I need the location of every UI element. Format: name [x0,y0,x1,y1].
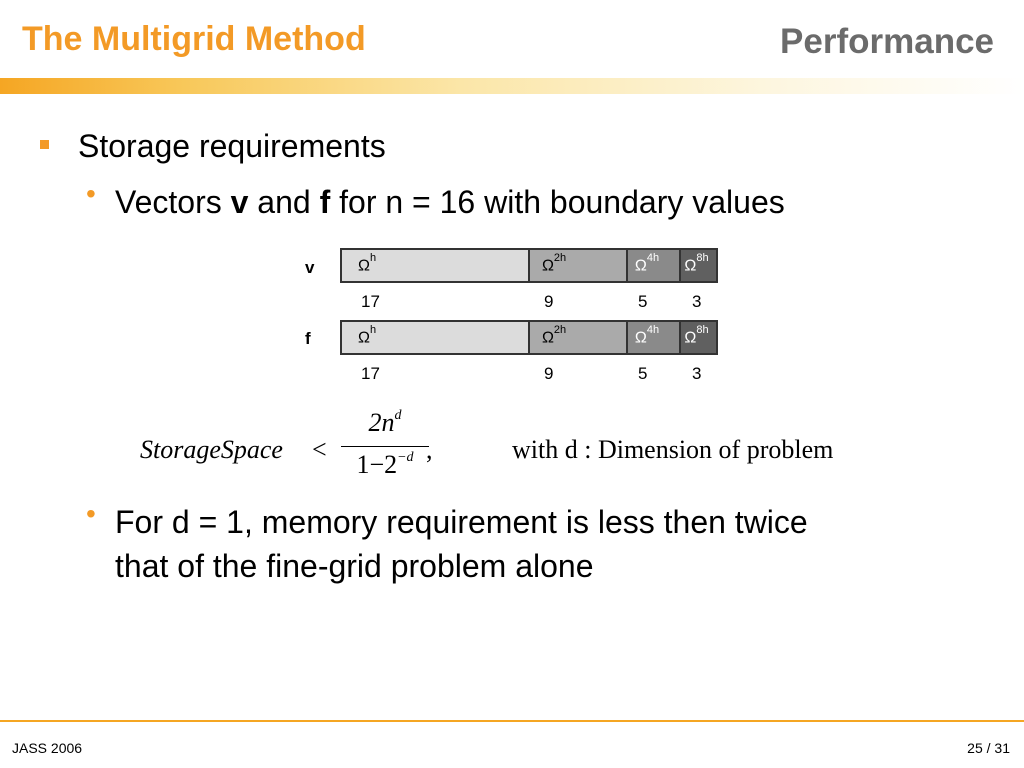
text-part: Vectors [115,184,231,220]
bullet-memory [86,500,986,590]
footer-event: JASS 2006 [12,740,83,756]
formula-less-than: < [312,435,327,464]
square-bullet-icon [40,140,49,149]
bullet-text [115,500,808,588]
segment-4h [628,250,681,281]
vector-v: v [230,184,249,220]
dot-bullet-icon: • [86,178,96,209]
count-8h: 3 [692,364,702,383]
page-number: 25 / 31 [967,740,1010,756]
slide-title: The Multigrid Method [22,20,366,58]
segment-sup: 2h [553,324,567,336]
grid-strip-f [340,320,718,355]
dot-bullet-icon: • [86,498,96,529]
segment-base: Ω [684,257,697,275]
segment-sup: h [369,252,377,264]
segment-4h [628,322,681,353]
segment-base: Ω [634,329,647,347]
count-2h: 9 [544,292,554,311]
segment-base: Ω [358,257,370,275]
grid-strip-v [340,248,718,283]
count-2h: 9 [544,364,554,383]
segment-base: Ω [358,329,370,347]
segment-2h [530,250,628,281]
formula-note: with d : Dimension of problem [512,435,834,464]
numerator-exponent: d [394,408,402,423]
text-part: for n = 16 with boundary values [330,184,785,220]
bullet-text: Storage requirements [78,128,386,164]
text-line-1: For d = 1, memory requirement is less then twice [115,504,808,540]
segment-sup: 2h [553,252,567,264]
segment-base: Ω [684,329,697,347]
text-line-2: that of the fine-grid problem alone [115,548,594,584]
count-8h: 3 [692,292,702,311]
count-4h: 5 [638,292,648,311]
vector-f: f [319,184,331,220]
bullet-text [115,180,785,224]
segment-sup: 4h [646,324,660,336]
segment-h [342,322,530,353]
fraction-line [341,446,429,447]
fraction-denominator [337,450,433,480]
segment-base: Ω [541,257,554,275]
header-bar [0,78,1024,94]
denominator-base: 1−2 [356,450,398,479]
segment-2h [530,322,628,353]
segment-sup: h [369,324,377,336]
section-title: Performance [780,22,994,61]
denominator-exponent: −d [397,450,414,465]
formula-comma: , [426,435,433,464]
count-h: 17 [361,364,380,383]
text-part: and [248,184,320,220]
fraction-numerator [337,408,433,438]
footer-line [0,720,1024,722]
row-label-v: v [305,258,315,277]
segment-base: Ω [634,257,647,275]
segment-8h [681,250,716,281]
count-4h: 5 [638,364,648,383]
row-label-f: f [305,329,311,348]
formula-lhs: StorageSpace [140,435,283,464]
segment-sup: 8h [696,252,709,264]
bullet-vectors [86,180,986,224]
segment-base: Ω [541,329,554,347]
segment-sup: 8h [696,324,709,336]
segment-h [342,250,530,281]
numerator-base: 2n [368,408,395,437]
segment-8h [681,322,716,353]
segment-sup: 4h [646,252,660,264]
count-h: 17 [361,292,380,311]
